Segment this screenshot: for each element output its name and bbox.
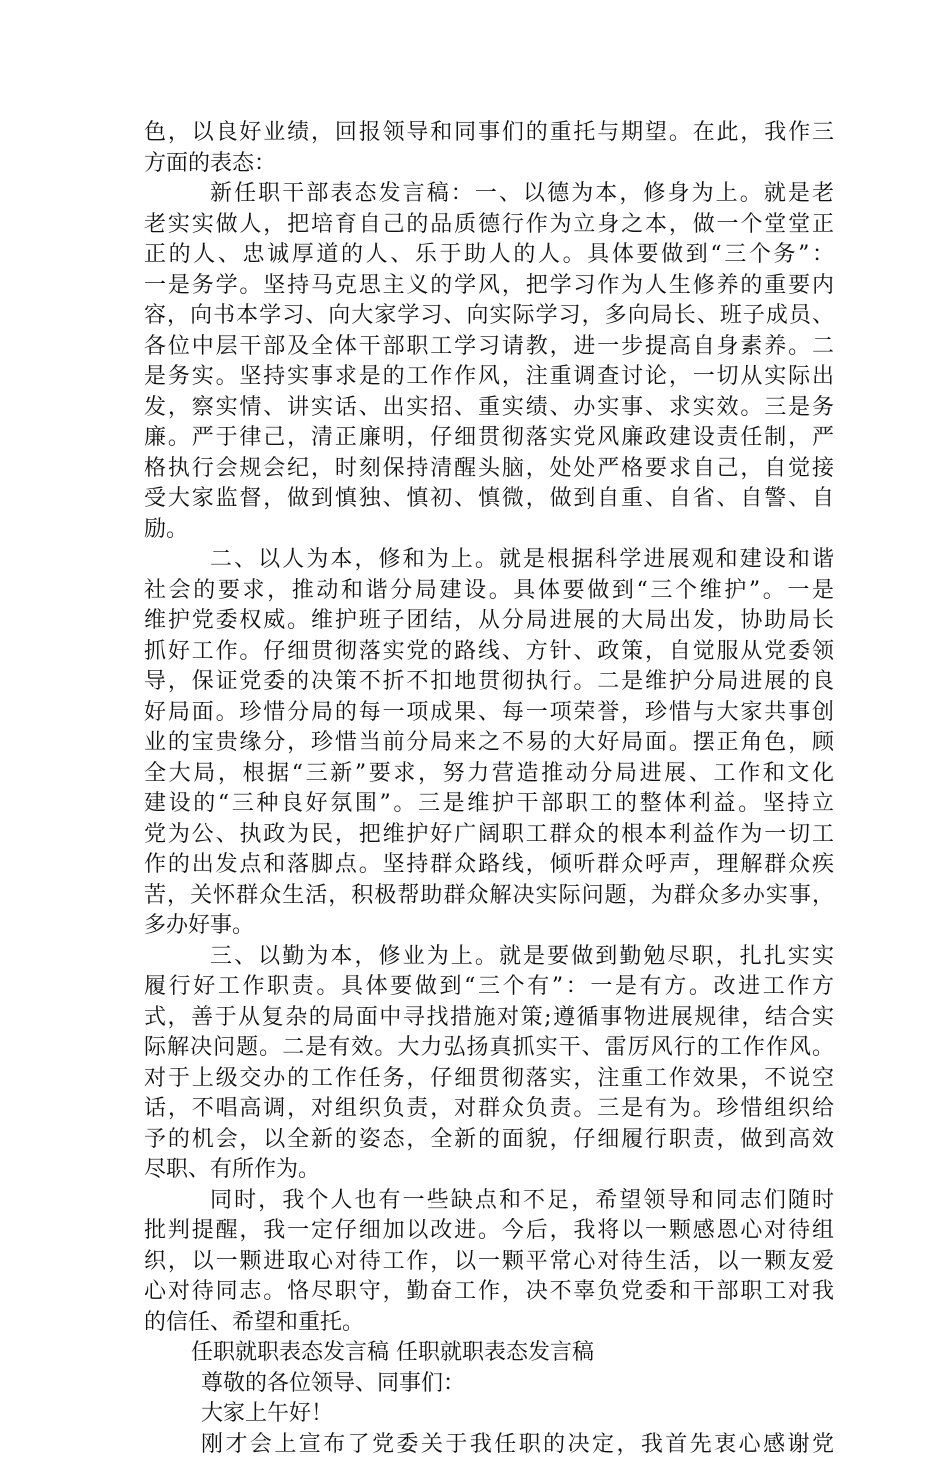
- body-line: 作的出发点和落脚点。坚持群众路线，倾听群众呼声，理解群众疾: [144, 850, 834, 881]
- paragraph-first-line: 二、以人为本，修和为上。就是根据科学进展观和建设和谐: [144, 545, 834, 576]
- greeting: 大家上午好！: [144, 1399, 834, 1430]
- body-line: 的信任、希望和重托。: [144, 1308, 834, 1339]
- body-line: 容，向书本学习、向大家学习、向实际学习，多向局长、班子成员、: [144, 301, 834, 332]
- body-line: 是务实。坚持实事求是的工作作风，注重调查讨论，一切从实际出: [144, 362, 834, 393]
- body-line: 廉。严于律己，清正廉明，仔细贯彻落实党风廉政建设责任制，严: [144, 423, 834, 454]
- body-line: 色，以良好业绩，回报领导和同事们的重托与期望。在此，我作三: [144, 118, 834, 149]
- body-line: 发，察实情、讲实话、出实招、重实绩、办实事、求实效。三是务: [144, 393, 834, 424]
- body-line: 际解决问题。二是有效。大力弘扬真抓实干、雷厉风行的工作作风。: [144, 1033, 834, 1064]
- salutation: 尊敬的各位领导、同事们：: [144, 1369, 834, 1400]
- body-line: 心对待同志。恪尽职守，勤奋工作，决不辜负党委和干部职工对我: [144, 1277, 834, 1308]
- paragraph-first-line: 同时，我个人也有一些缺点和不足，希望领导和同志们随时: [144, 1186, 834, 1217]
- paragraph-first-line: 新任职干部表态发言稿：一、以德为本，修身为上。就是老: [144, 179, 834, 210]
- body-line: 各位中层干部及全体干部职工学习请教，进一步提高自身素养。二: [144, 332, 834, 363]
- document-page: [144, 118, 834, 1460]
- body-line: 对于上级交办的工作任务，仔细贯彻落实，注重工作效果，不说空: [144, 1064, 834, 1095]
- paragraph-first-line: 三、以勤为本，修业为上。就是要做到勤勉尽职，扎扎实实: [144, 942, 834, 973]
- body-line: 全大局，根据“三新”要求，努力营造推动分局进展、工作和文化: [144, 759, 834, 790]
- body-line: 履行好工作职责。具体要做到“三个有”：一是有方。改进工作方: [144, 972, 834, 1003]
- body-line: 励。: [144, 515, 834, 546]
- body-line: 正的人、忠诚厚道的人、乐于助人的人。具体要做到“三个务”：: [144, 240, 834, 271]
- body-line: 织，以一颗进取心对待工作，以一颗平常心对待生活，以一颗友爱: [144, 1247, 834, 1278]
- body-line: 一是务学。坚持马克思主义的学风，把学习作为人生修养的重要内: [144, 271, 834, 302]
- body-line: 方面的表态：: [144, 149, 834, 180]
- body-line: 式，善于从复杂的局面中寻找措施对策;遵循事物进展规律，结合实: [144, 1003, 834, 1034]
- body-line: 维护党委权威。维护班子团结，从分局进展的大局出发，协助局长: [144, 606, 834, 637]
- body-line: 导，保证党委的决策不折不扣地贯彻执行。二是维护分局进展的良: [144, 667, 834, 698]
- body-line: 党为公、执政为民，把维护好广阔职工群众的根本利益作为一切工: [144, 820, 834, 851]
- body-line: 批判提醒，我一定仔细加以改进。今后，我将以一颗感恩心对待组: [144, 1216, 834, 1247]
- body-line: 予的机会，以全新的姿态，全新的面貌，仔细履行职责，做到高效: [144, 1125, 834, 1156]
- paragraph-first-line: 刚才会上宣布了党委关于我任职的决定，我首先衷心感谢党: [144, 1430, 834, 1460]
- body-line: 多办好事。: [144, 911, 834, 942]
- body-line: 业的宝贵缘分，珍惜当前分局来之不易的大好局面。摆正角色，顾: [144, 728, 834, 759]
- body-line: 老实实做人，把培育自己的品质德行作为立身之本，做一个堂堂正: [144, 210, 834, 241]
- section-heading: 任职就职表态发言稿 任职就职表态发言稿: [144, 1338, 834, 1369]
- body-line: 尽职、有所作为。: [144, 1155, 834, 1186]
- body-line: 抓好工作。仔细贯彻落实党的路线、方针、政策，自觉服从党委领: [144, 637, 834, 668]
- body-line: 话，不唱高调，对组织负责，对群众负责。三是有为。珍惜组织给: [144, 1094, 834, 1125]
- body-line: 建设的“三种良好氛围”。三是维护干部职工的整体利益。坚持立: [144, 789, 834, 820]
- body-line: 格执行会规会纪，时刻保持清醒头脑，处处严格要求自己，自觉接: [144, 454, 834, 485]
- body-line: 受大家监督，做到慎独、慎初、慎微，做到自重、自省、自警、自: [144, 484, 834, 515]
- body-line: 苦，关怀群众生活，积极帮助群众解决实际问题，为群众多办实事，: [144, 881, 834, 912]
- body-line: 社会的要求，推动和谐分局建设。具体要做到“三个维护”。一是: [144, 576, 834, 607]
- body-line: 好局面。珍惜分局的每一项成果、每一项荣誉，珍惜与大家共事创: [144, 698, 834, 729]
